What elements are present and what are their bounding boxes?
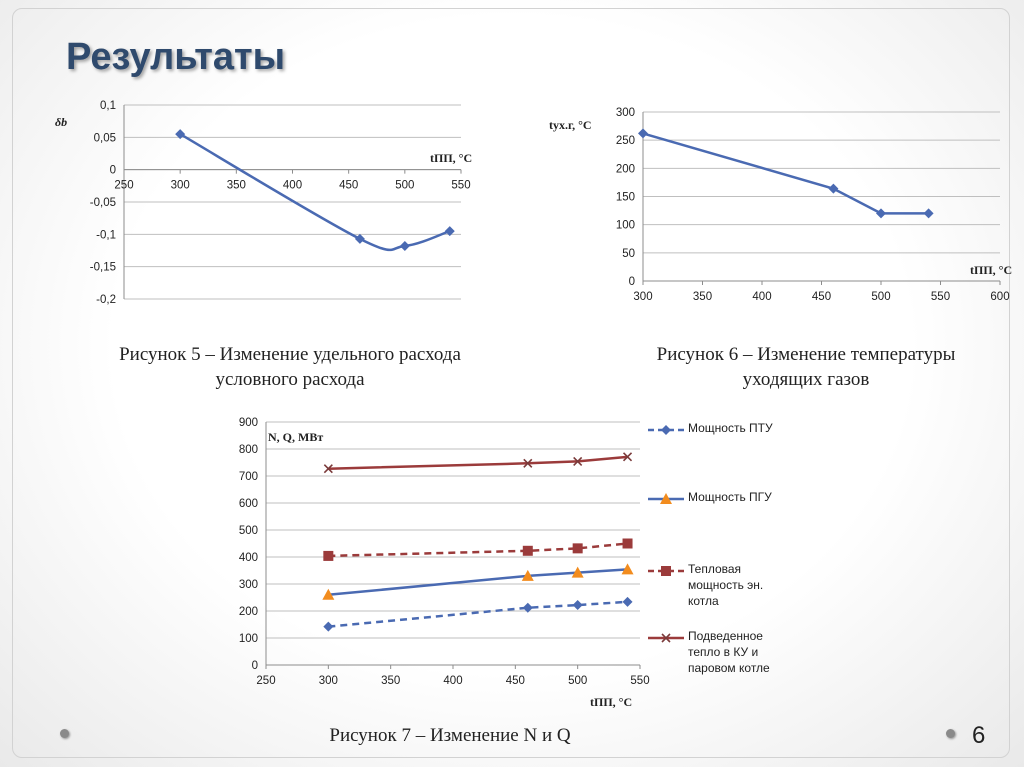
fig7-y-tick-label: 900: [238, 417, 258, 429]
fig5-x-tick-label: 250: [114, 179, 134, 192]
fig5-y-tick-label: 0,05: [93, 132, 116, 145]
fig6-x-tick-label: 500: [871, 291, 891, 303]
fig6-y-tick-label: 200: [615, 163, 635, 176]
fig5-x-tick-label: 350: [226, 179, 246, 192]
caption-fig5-line2: условного расхода: [215, 369, 365, 390]
fig7-x-tick-label: 450: [505, 675, 525, 687]
fig6-x-tick-label: 400: [752, 291, 772, 303]
fig7-x-tick-label: 500: [568, 675, 588, 687]
fig5-x-tick-label: 300: [170, 179, 190, 192]
legend-label-ptu: Мощность ПТУ: [688, 421, 773, 435]
fig6-x-tick-label: 350: [692, 291, 713, 303]
fig5-x-tick-label: 500: [395, 179, 415, 192]
fig7-x-axis-label: tПП, °C: [590, 695, 633, 709]
fig7-y-tick-label: 500: [238, 525, 258, 537]
slide-title: Результаты: [66, 36, 286, 78]
fig6-y-axis-label: tух.г, °C: [549, 118, 592, 132]
fig7-y-tick-label: 600: [238, 498, 258, 510]
fig5-x-tick-label: 550: [451, 179, 471, 192]
page-number: 6: [972, 722, 986, 749]
fig7-data-point: [523, 546, 533, 556]
fig5-x-tick-label: 400: [282, 179, 303, 192]
fig7-y-tick-label: 400: [238, 552, 258, 564]
nav-dot-right[interactable]: [946, 729, 955, 738]
fig6-x-tick-label: 450: [811, 291, 832, 303]
fig5-y-tick-label: -0,2: [96, 294, 116, 306]
caption-fig7: Рисунок 7 – Изменение N и Q: [329, 725, 571, 746]
fig7-data-point: [323, 551, 333, 561]
fig6-x-tick-label: 600: [990, 291, 1010, 303]
fig6-y-tick-label: 100: [615, 219, 635, 232]
legend-label-heat: Подведенное тепло в КУ и паровом котле: [688, 629, 770, 675]
fig7-x-tick-label: 300: [318, 675, 338, 687]
fig6-x-tick-label: 550: [930, 291, 951, 303]
fig7-x-tick-label: 350: [381, 675, 401, 687]
fig7-y-tick-label: 300: [238, 579, 258, 591]
fig7-data-point: [573, 600, 583, 610]
fig7-y-tick-label: 100: [238, 633, 258, 645]
fig7-y-tick-label: 0: [251, 660, 258, 672]
fig7-x-tick-label: 250: [256, 675, 276, 687]
fig7-data-point: [623, 597, 633, 607]
fig5-y-tick-label: -0,05: [89, 197, 116, 209]
fig6-y-tick-label: 150: [615, 191, 635, 204]
fig7-y-tick-label: 200: [238, 606, 258, 618]
fig5-x-axis-label: tПП, °C: [430, 151, 473, 165]
caption-fig6: [566, 342, 1024, 392]
fig7-data-point: [323, 622, 333, 632]
fig6-x-tick-label: 300: [633, 291, 653, 303]
caption-fig6-line2: уходящих газов: [742, 369, 870, 390]
fig7-x-tick-label: 550: [630, 675, 650, 687]
fig5-y-tick-label: 0,1: [100, 100, 116, 112]
caption-fig5-line1: Рисунок 5 – Изменение удельного расхода: [119, 344, 461, 365]
fig5-y-tick-label: -0,15: [89, 261, 116, 274]
fig7-y-tick-label: 800: [238, 444, 258, 456]
caption-fig6-line1: Рисунок 6 – Изменение температуры: [656, 344, 956, 365]
fig5-y-tick-label: -0,1: [96, 229, 116, 242]
fig7-x-tick-label: 400: [443, 675, 463, 687]
fig7-series-line: [328, 457, 627, 469]
fig5-y-axis-label: δb: [55, 115, 68, 129]
fig5-x-tick-label: 450: [339, 179, 359, 192]
fig6-y-tick-label: 0: [628, 276, 635, 288]
legend-label-boiler: Тепловая мощность эн. котла: [688, 562, 764, 608]
fig7-data-point: [573, 543, 583, 553]
caption-fig5: [40, 342, 540, 392]
fig7-y-tick-label: 700: [238, 471, 258, 483]
legend-label-pgu: Мощность ПГУ: [688, 490, 772, 504]
fig7-series-line: [328, 602, 627, 627]
nav-dot-left[interactable]: [60, 729, 69, 738]
fig6-y-tick-label: 50: [622, 247, 635, 260]
fig7-y-axis-label: N, Q, МВт: [268, 430, 324, 444]
fig5-y-tick-label: 0: [109, 164, 116, 177]
fig6-x-axis-label: tПП, °C: [970, 263, 1013, 277]
fig7-data-point: [623, 539, 633, 549]
fig7-series-line: [328, 569, 627, 594]
fig6-y-tick-label: 250: [615, 135, 635, 148]
fig6-y-tick-label: 300: [615, 107, 635, 119]
